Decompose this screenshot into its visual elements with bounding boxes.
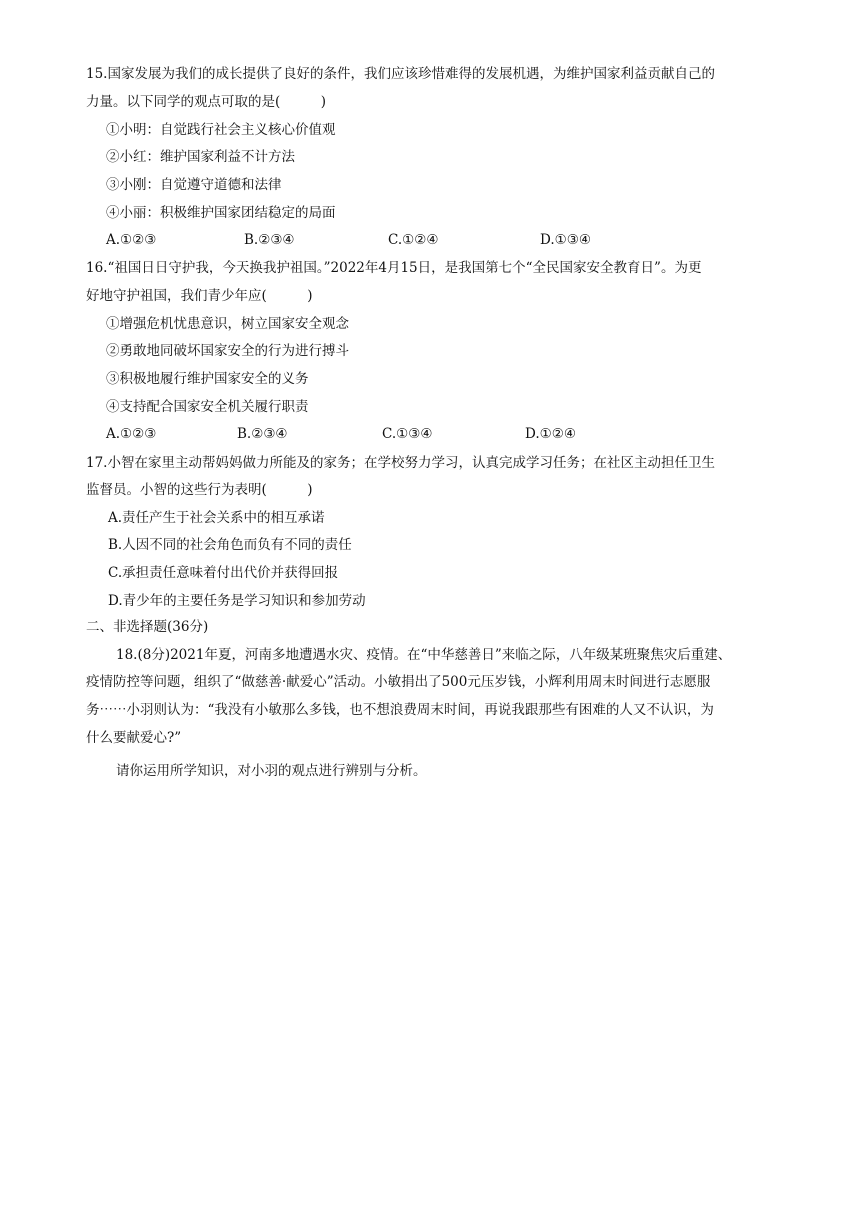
q15-option-a: A.①②③ [106, 232, 157, 248]
q15-stem-line2: 力量。以下同学的观点可取的是( ) [86, 94, 327, 110]
q16-stem-line2: 好地守护祖国，我们青少年应( ) [86, 288, 313, 304]
q17-option-b: B.人因不同的社会角色而负有不同的责任 [108, 537, 352, 553]
answer-area[interactable] [86, 800, 786, 1180]
q16-options [106, 424, 806, 444]
q15-item-3: ③小刚：自觉遵守道德和法律 [106, 177, 282, 193]
q18-prompt: 请你运用所学知识，对小羽的观点进行辨别与分析。 [116, 763, 427, 779]
q15-item-2: ②小红：维护国家利益不计方法 [106, 149, 295, 165]
q16-item-1: ①增强危机忧患意识，树立国家安全观念 [106, 316, 349, 332]
q16-item-2: ②勇敢地同破坏国家安全的行为进行搏斗 [106, 343, 349, 359]
q17-option-d: D.青少年的主要任务是学习知识和参加劳动 [108, 593, 366, 609]
q15-stem-line1: 15.国家发展为我们的成长提供了良好的条件，我们应该珍惜难得的发展机遇，为维护国家利益贡献自己的 [86, 66, 715, 82]
q17-stem-line1: 17.小智在家里主动帮妈妈做力所能及的家务；在学校努力学习，认真完成学习任务；在社区主动担任卫生 [86, 455, 715, 471]
q16-item-3: ③积极地履行维护国家安全的义务 [106, 371, 309, 387]
q16-item-4: ④支持配合国家安全机关履行职责 [106, 399, 309, 415]
q15-item-1: ①小明：自觉践行社会主义核心价值观 [106, 122, 336, 138]
q15-option-c: C.①②④ [388, 232, 439, 248]
q18-line4: 什么要献爱心?” [86, 730, 182, 746]
section-heading-non-choice: 二、非选择题(36分) [86, 619, 209, 635]
q17-option-c: C.承担责任意味着付出代价并获得回报 [108, 565, 339, 581]
q18-line3: 务⋯⋯小羽则认为：“我没有小敏那么多钱，也不想浪费周末时间，再说我跟那些有困难的人又不认识，为 [86, 702, 714, 718]
q15-option-d: D.①③④ [540, 232, 591, 248]
q17-option-a: A.责任产生于社会关系中的相互承诺 [108, 510, 325, 526]
q16-option-b: B.②③④ [237, 426, 288, 442]
q15-options [106, 230, 806, 250]
q15-option-b: B.②③④ [244, 232, 295, 248]
q18-line2: 疫情防控等问题，组织了“做慈善·献爱心”活动。小敏捐出了500元压岁钱，小辉利用周末时间进行志愿服 [86, 674, 711, 690]
q16-option-c: C.①③④ [382, 426, 433, 442]
q18-line1: 18.(8分)2021年夏，河南多地遭遇水灾、疫情。在“中华慈善日”来临之际，八年级某班聚焦灾后重建、 [116, 647, 732, 663]
q16-stem-line1: 16.“祖国日日守护我，今天换我护祖国。”2022年4月15日，是我国第七个“全民国家安全教育日”。为更 [86, 260, 702, 276]
q16-option-a: A.①②③ [106, 426, 157, 442]
q16-option-d: D.①②④ [525, 426, 576, 442]
q15-item-4: ④小丽：积极维护国家团结稳定的局面 [106, 205, 336, 221]
q17-stem-line2: 监督员。小智的这些行为表明( ) [86, 482, 313, 498]
